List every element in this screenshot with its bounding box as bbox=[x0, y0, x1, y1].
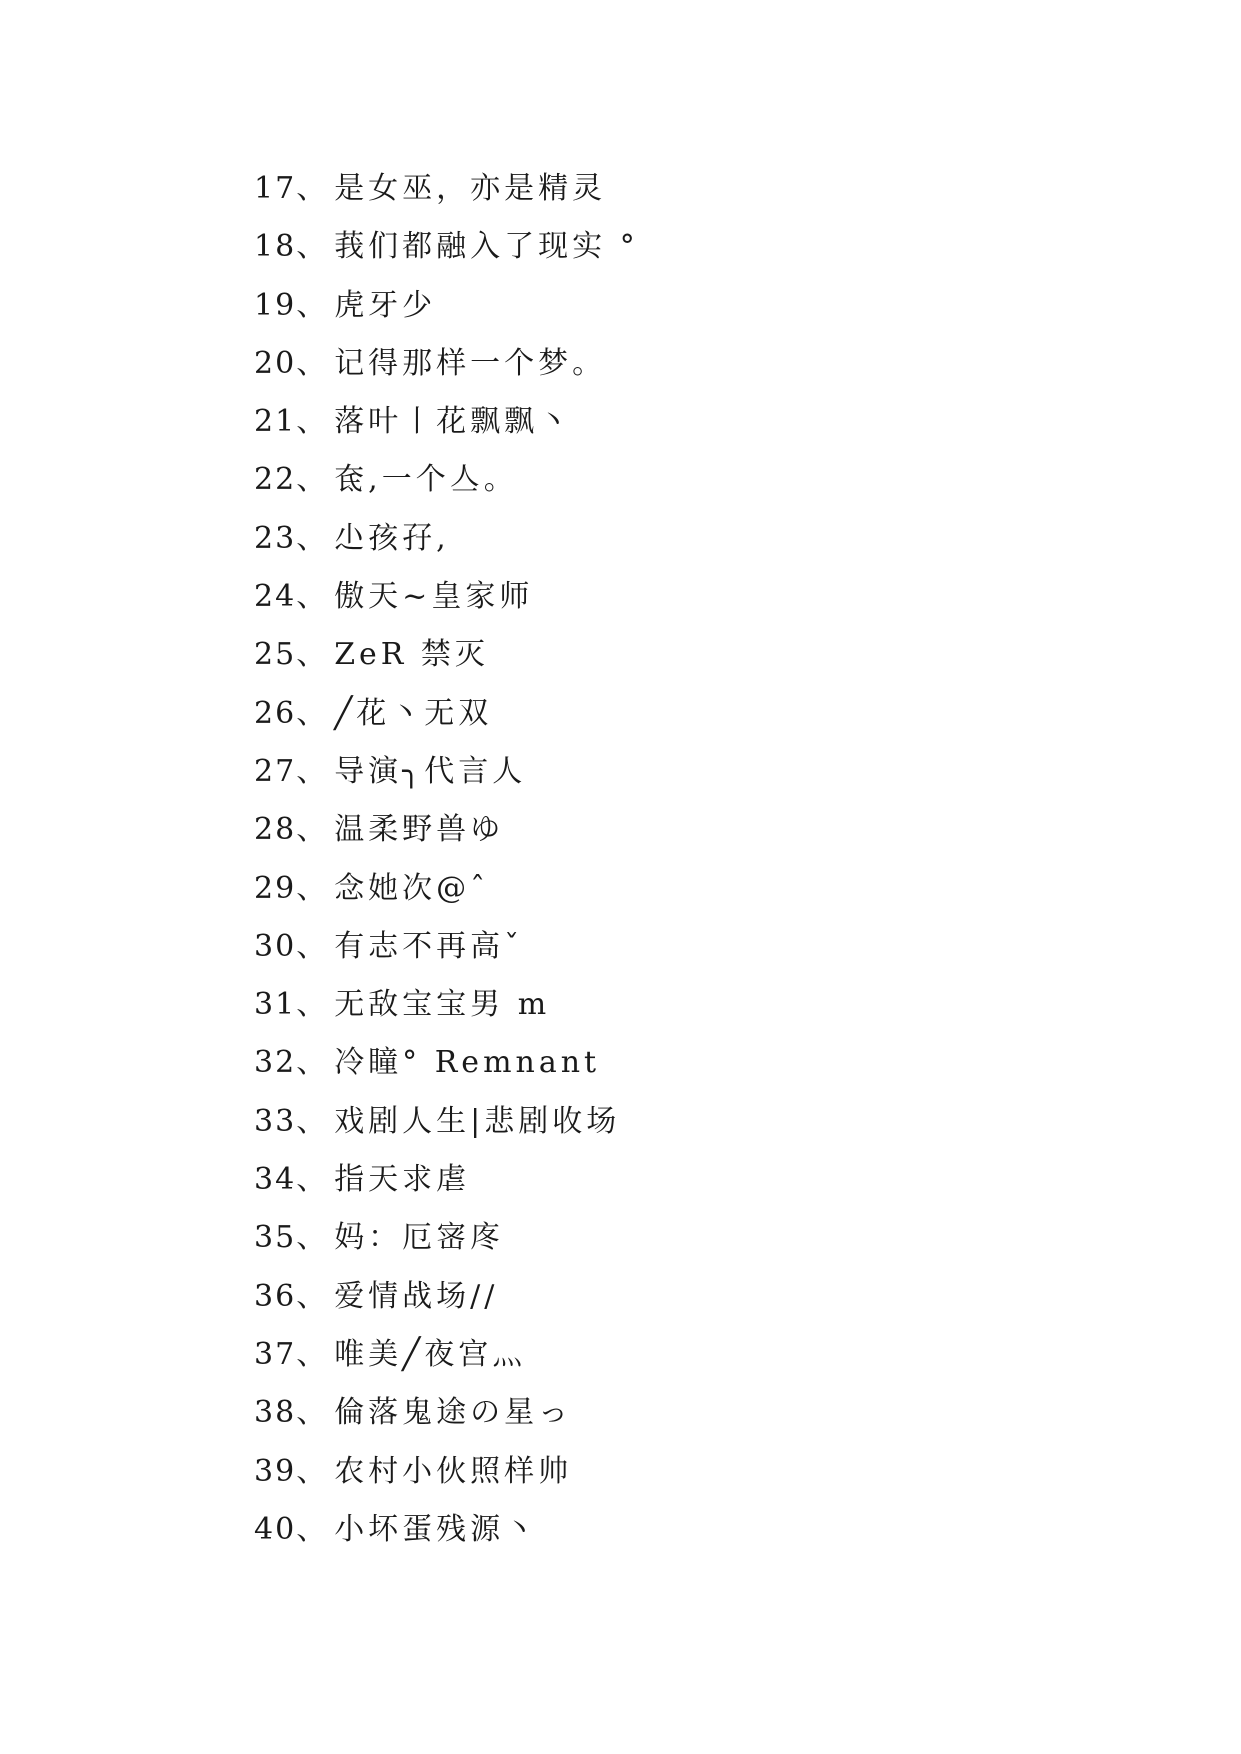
item-text: 落叶丨花飘飘丶 bbox=[334, 404, 573, 440]
item-separator: 、 bbox=[296, 812, 327, 848]
list-item bbox=[254, 976, 639, 1034]
item-separator: 、 bbox=[296, 345, 327, 381]
list-item bbox=[254, 685, 639, 743]
item-separator: 、 bbox=[296, 928, 327, 964]
item-separator: 、 bbox=[296, 1453, 327, 1489]
item-text: 尐孩孖, bbox=[334, 520, 450, 556]
item-separator: 、 bbox=[296, 404, 327, 440]
item-number: 25 bbox=[254, 637, 297, 673]
item-number: 24 bbox=[254, 579, 297, 615]
list-item bbox=[254, 335, 639, 393]
list-item bbox=[254, 801, 639, 859]
item-separator: 、 bbox=[296, 987, 327, 1023]
item-text: 戏剧人生|悲剧收场 bbox=[334, 1103, 621, 1139]
item-number: 35 bbox=[254, 1220, 297, 1256]
item-separator: 、 bbox=[296, 1103, 327, 1139]
item-separator: 、 bbox=[296, 579, 327, 615]
list-item bbox=[254, 451, 639, 509]
item-number: 36 bbox=[254, 1278, 297, 1314]
list-item bbox=[254, 568, 639, 626]
item-number: 28 bbox=[254, 812, 297, 848]
list-item bbox=[254, 1326, 639, 1384]
item-text: 指天求虐 bbox=[334, 1162, 471, 1198]
item-text: 倫落鬼途の星っ bbox=[334, 1395, 573, 1431]
item-number: 22 bbox=[254, 462, 297, 498]
list-item bbox=[254, 1093, 639, 1151]
item-text: 念她次@ˆ bbox=[334, 870, 490, 906]
item-separator: 、 bbox=[296, 229, 327, 265]
list-item bbox=[254, 1034, 639, 1092]
item-number: 19 bbox=[254, 287, 297, 323]
item-text: 有志不再高ˇ bbox=[334, 928, 524, 964]
item-number: 31 bbox=[254, 987, 297, 1023]
item-number: 38 bbox=[254, 1395, 297, 1431]
item-text: 温柔野兽ゆ bbox=[334, 812, 505, 848]
list-item bbox=[254, 626, 639, 684]
item-text: 虎牙少 bbox=[334, 287, 437, 323]
name-list bbox=[254, 160, 639, 1559]
item-text: 是女巫，亦是精灵 bbox=[334, 171, 607, 206]
item-number: 30 bbox=[254, 928, 297, 964]
item-number: 21 bbox=[254, 404, 297, 440]
list-item bbox=[254, 1501, 639, 1559]
item-number: 32 bbox=[254, 1045, 297, 1081]
list-item bbox=[254, 218, 639, 276]
list-item bbox=[254, 918, 639, 976]
item-separator: 、 bbox=[296, 753, 327, 789]
item-number: 37 bbox=[254, 1336, 297, 1372]
item-number: 40 bbox=[254, 1511, 297, 1547]
list-item bbox=[254, 1268, 639, 1326]
item-text: 农村小伙照样帅 bbox=[334, 1453, 573, 1489]
item-number: 26 bbox=[254, 695, 297, 731]
item-number: 33 bbox=[254, 1103, 297, 1139]
item-number: 39 bbox=[254, 1453, 297, 1489]
item-number: 20 bbox=[254, 345, 297, 381]
list-item bbox=[254, 1443, 639, 1501]
list-item bbox=[254, 277, 639, 335]
item-text: 奃,一个亼。 bbox=[334, 462, 518, 498]
item-separator: 、 bbox=[296, 287, 327, 323]
item-text: 小坏蛋残源丶 bbox=[334, 1511, 539, 1547]
item-separator: 、 bbox=[296, 1045, 327, 1081]
item-text: 爱情战场// bbox=[334, 1278, 499, 1314]
item-number: 18 bbox=[254, 229, 297, 265]
item-separator: 、 bbox=[296, 1278, 327, 1314]
item-text: 傲天~皇家师 bbox=[334, 579, 534, 615]
item-text: ╱花丶无双 bbox=[334, 695, 493, 731]
item-text: 记得那样一个梦。 bbox=[334, 345, 607, 381]
item-separator: 、 bbox=[296, 695, 327, 731]
item-separator: 、 bbox=[296, 1162, 327, 1198]
item-text: ZeR 禁灭 bbox=[334, 637, 489, 673]
list-item bbox=[254, 1151, 639, 1209]
item-text: 无敌宝宝男 m bbox=[334, 987, 551, 1023]
item-separator: 、 bbox=[296, 462, 327, 498]
list-item bbox=[254, 1384, 639, 1442]
item-number: 29 bbox=[254, 870, 297, 906]
item-separator: 、 bbox=[296, 870, 327, 906]
list-item bbox=[254, 743, 639, 801]
item-separator: 、 bbox=[296, 171, 327, 206]
item-text: 妈：厄宻庝 bbox=[334, 1220, 505, 1256]
item-number: 34 bbox=[254, 1162, 297, 1198]
item-number: 27 bbox=[254, 753, 297, 789]
item-separator: 、 bbox=[296, 637, 327, 673]
item-number: 17 bbox=[254, 171, 297, 206]
list-item bbox=[254, 860, 639, 918]
item-separator: 、 bbox=[296, 1395, 327, 1431]
list-item bbox=[254, 393, 639, 451]
list-item bbox=[254, 510, 639, 568]
item-text: 莪们都融入了现实 ° bbox=[334, 229, 639, 265]
list-item bbox=[254, 160, 639, 218]
item-number: 23 bbox=[254, 520, 297, 556]
item-separator: 、 bbox=[296, 1336, 327, 1372]
item-text: 唯美╱夜宫灬 bbox=[334, 1336, 527, 1372]
item-text: 冷瞳° Remnant bbox=[334, 1045, 601, 1081]
item-separator: 、 bbox=[296, 1511, 327, 1547]
item-separator: 、 bbox=[296, 1220, 327, 1256]
list-item bbox=[254, 1209, 639, 1267]
item-separator: 、 bbox=[296, 520, 327, 556]
item-text: 导演╮代言人 bbox=[334, 753, 527, 789]
